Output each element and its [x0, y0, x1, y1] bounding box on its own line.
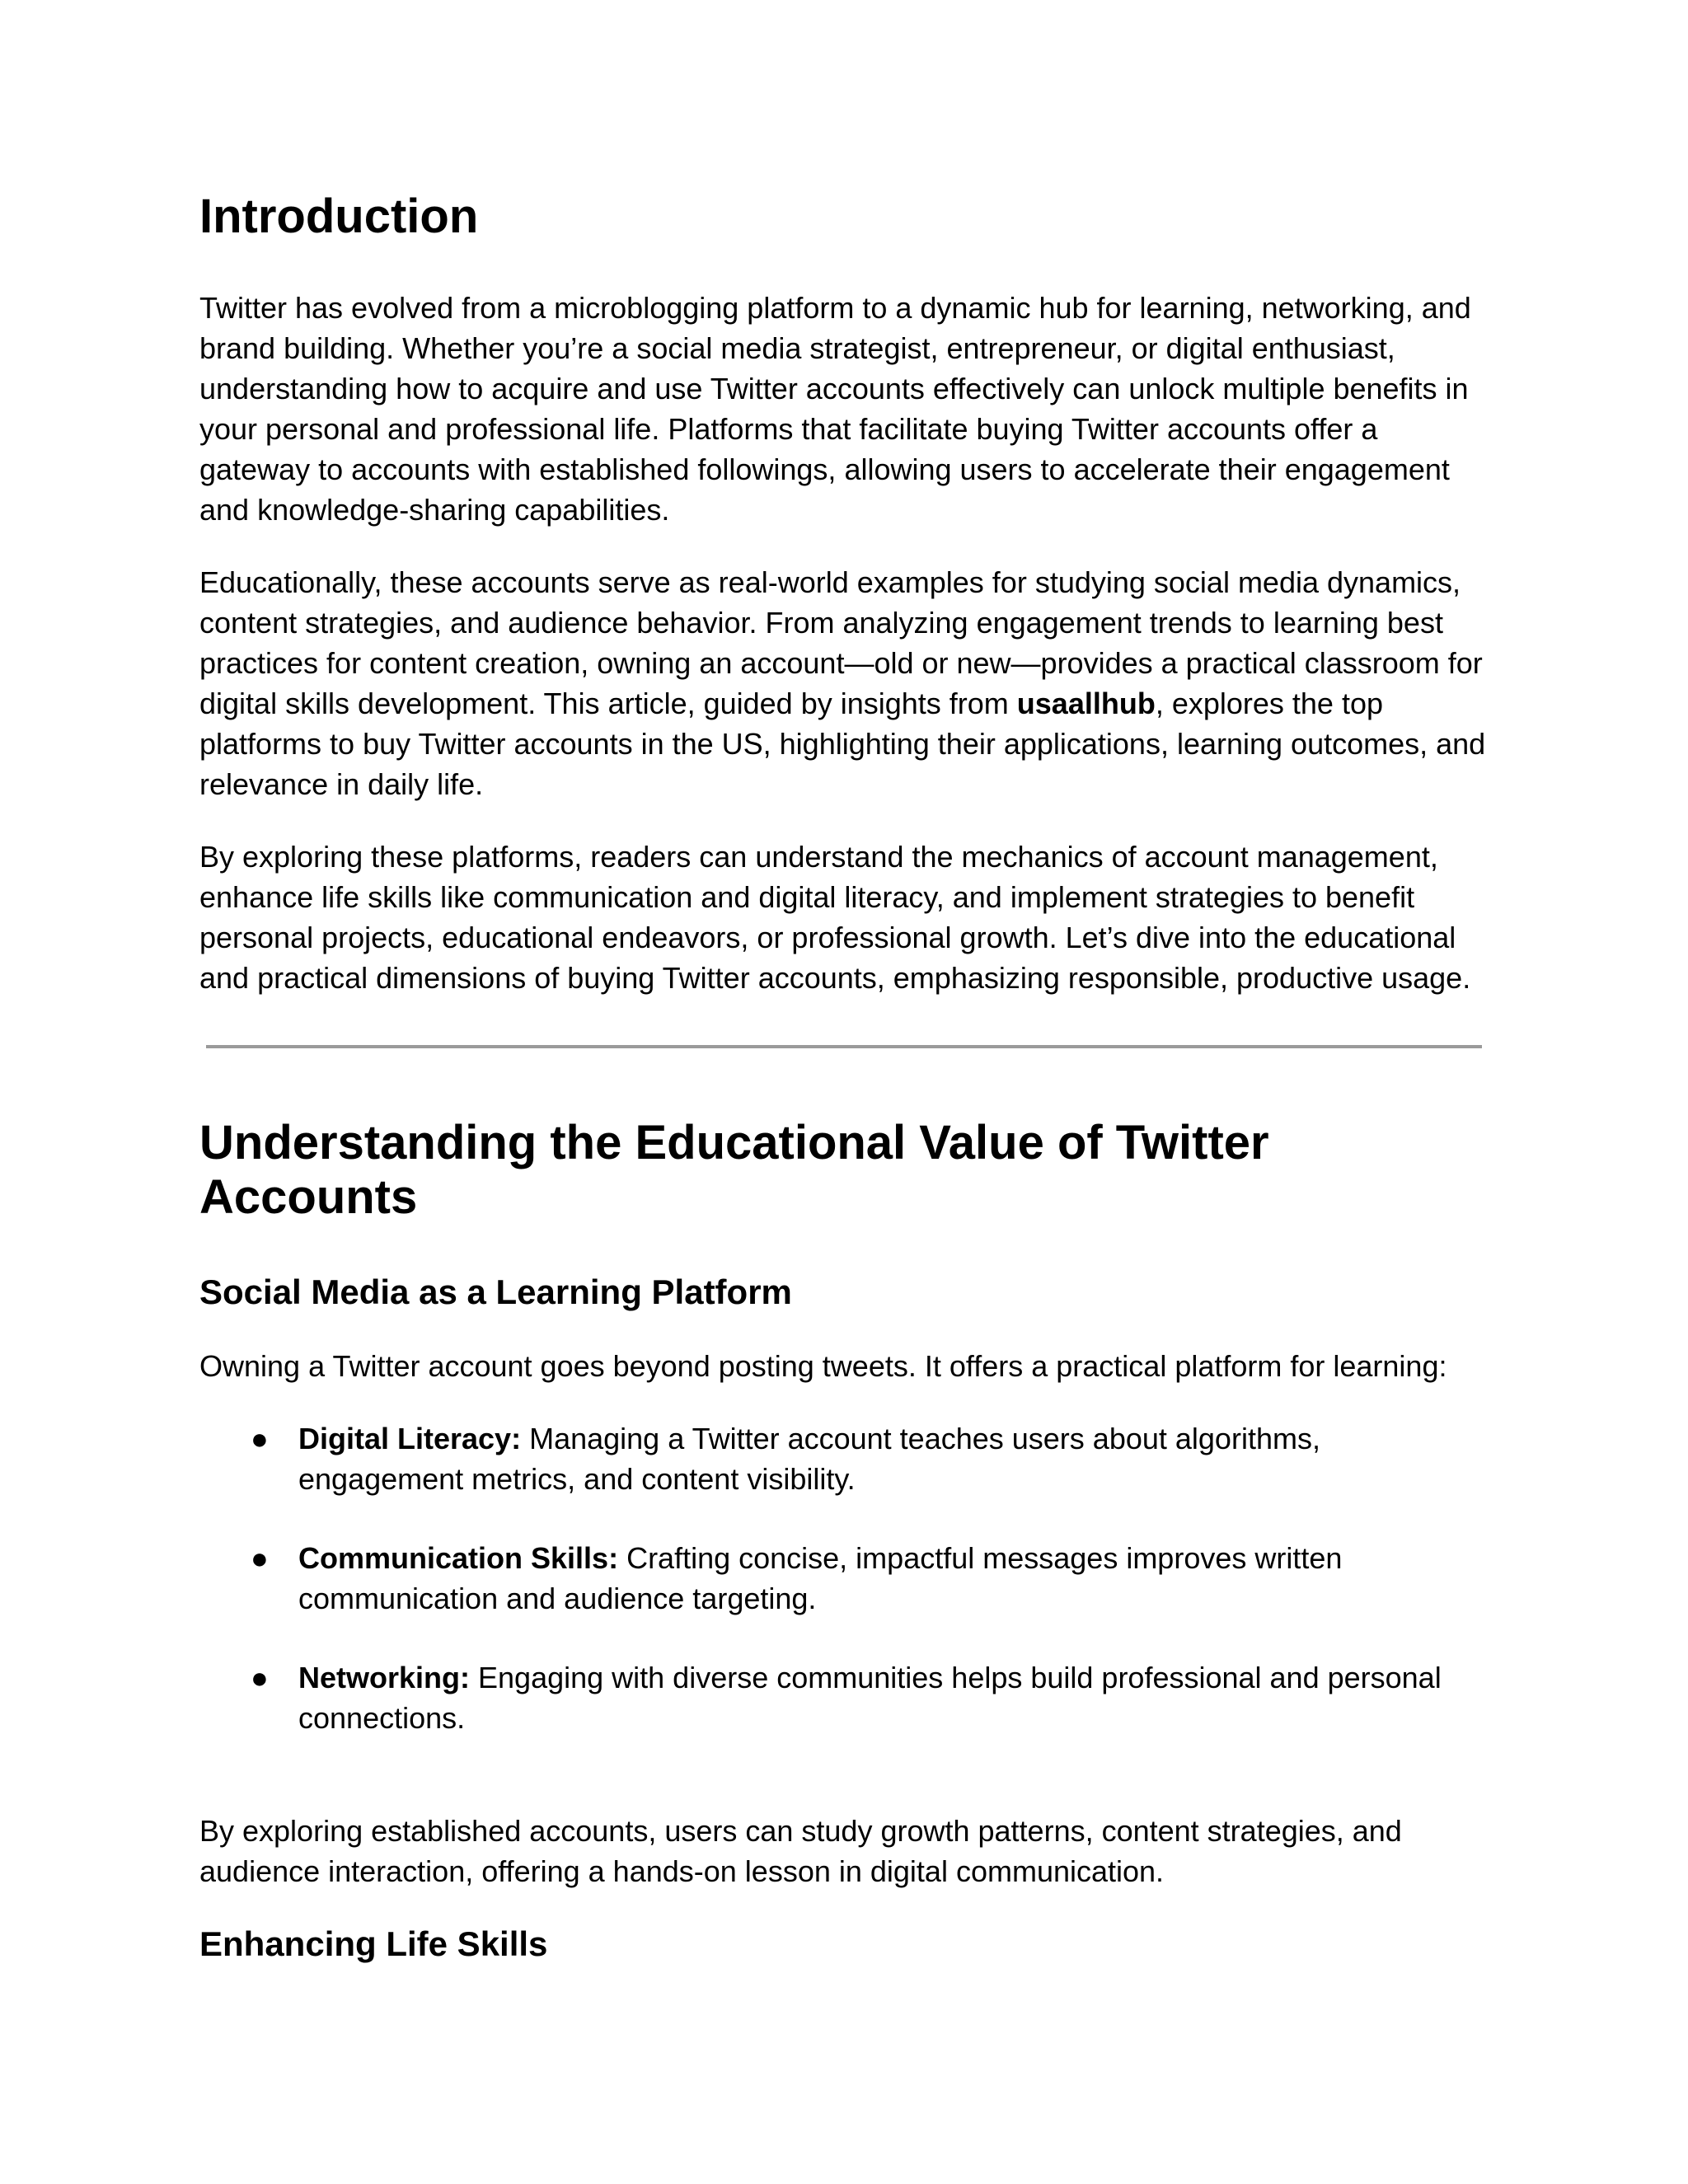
list-item	[199, 1418, 1493, 1499]
section-heading: Understanding the Educational Value of Twitter Accounts	[199, 1115, 1269, 1225]
list-item-text: Engaging with diverse communities helps build professional and personal connections.	[298, 1661, 1442, 1736]
bullet-icon: ●	[251, 1541, 269, 1576]
learning-platform-closing: By exploring established accounts, users can study growth patterns, content strategies, and audience interaction, offering a hands-on lesson in digital communication.	[199, 1814, 1402, 1889]
document-page	[199, 190, 1493, 1999]
intro-paragraph-2-text-a: Educationally, these accounts serve as real-world examples for studying social media dynamics, content strategies, and audience behavior. From analyzing engagement trends to learning best practices for content creation, owning an account—old or new—provides a practical classroom for digital skills development. This article, guided by insights from	[199, 565, 1483, 720]
intro-paragraph-1: Twitter has evolved from a microblogging platform to a dynamic hub for learning, networking, and brand building. Whether you’re a social media strategist, entrepreneur, or digital enthusiast, understanding how to acquire and use Twitter accounts effectively can unlock multiple benefits in your personal and professional life. Platforms that facilitate buying Twitter accounts offer a gateway to accounts with established followings, allowing users to accelerate their engagement and knowledge-sharing capabilities.	[199, 290, 1471, 527]
list-item	[199, 1538, 1493, 1619]
intro-paragraph-2-text-b: , explores the top platforms to buy Twitter accounts in the US, highlighting their applications, learning outcomes, and relevance in daily life.	[199, 686, 1486, 801]
list-item-term: Networking:	[298, 1661, 471, 1695]
list-item-text: Managing a Twitter account teaches users about algorithms, engagement metrics, and content visibility.	[298, 1422, 1320, 1497]
intro-paragraph-3: By exploring these platforms, readers can understand the mechanics of account management, enhance life skills like communication and digital literacy, and implement strategies to benefit personal projects, educational endeavors, or professional growth. Let’s dive into the educational and practical dimensions of buying Twitter accounts, emphasizing responsible, productive usage.	[199, 839, 1471, 995]
bullet-icon: ●	[251, 1422, 269, 1456]
subheading-life-skills: Enhancing Life Skills	[199, 1924, 548, 1964]
intro-heading: Introduction	[199, 190, 479, 243]
subheading-learning-platform: Social Media as a Learning Platform	[199, 1272, 792, 1312]
list-item	[199, 1657, 1493, 1738]
list-item-text: Crafting concise, impactful messages improves written communication and audience targeting.	[298, 1541, 1343, 1616]
list-item-term: Digital Literacy:	[298, 1422, 522, 1456]
list-item-term: Communication Skills:	[298, 1541, 619, 1576]
learning-platform-lead: Owning a Twitter account goes beyond posting tweets. It offers a practical platform for learning:	[199, 1349, 1447, 1384]
brand-name: usaallhub	[1016, 686, 1156, 720]
bullet-icon: ●	[251, 1661, 269, 1695]
skills-list	[199, 1418, 1493, 1738]
intro-paragraph-2	[199, 562, 1493, 804]
